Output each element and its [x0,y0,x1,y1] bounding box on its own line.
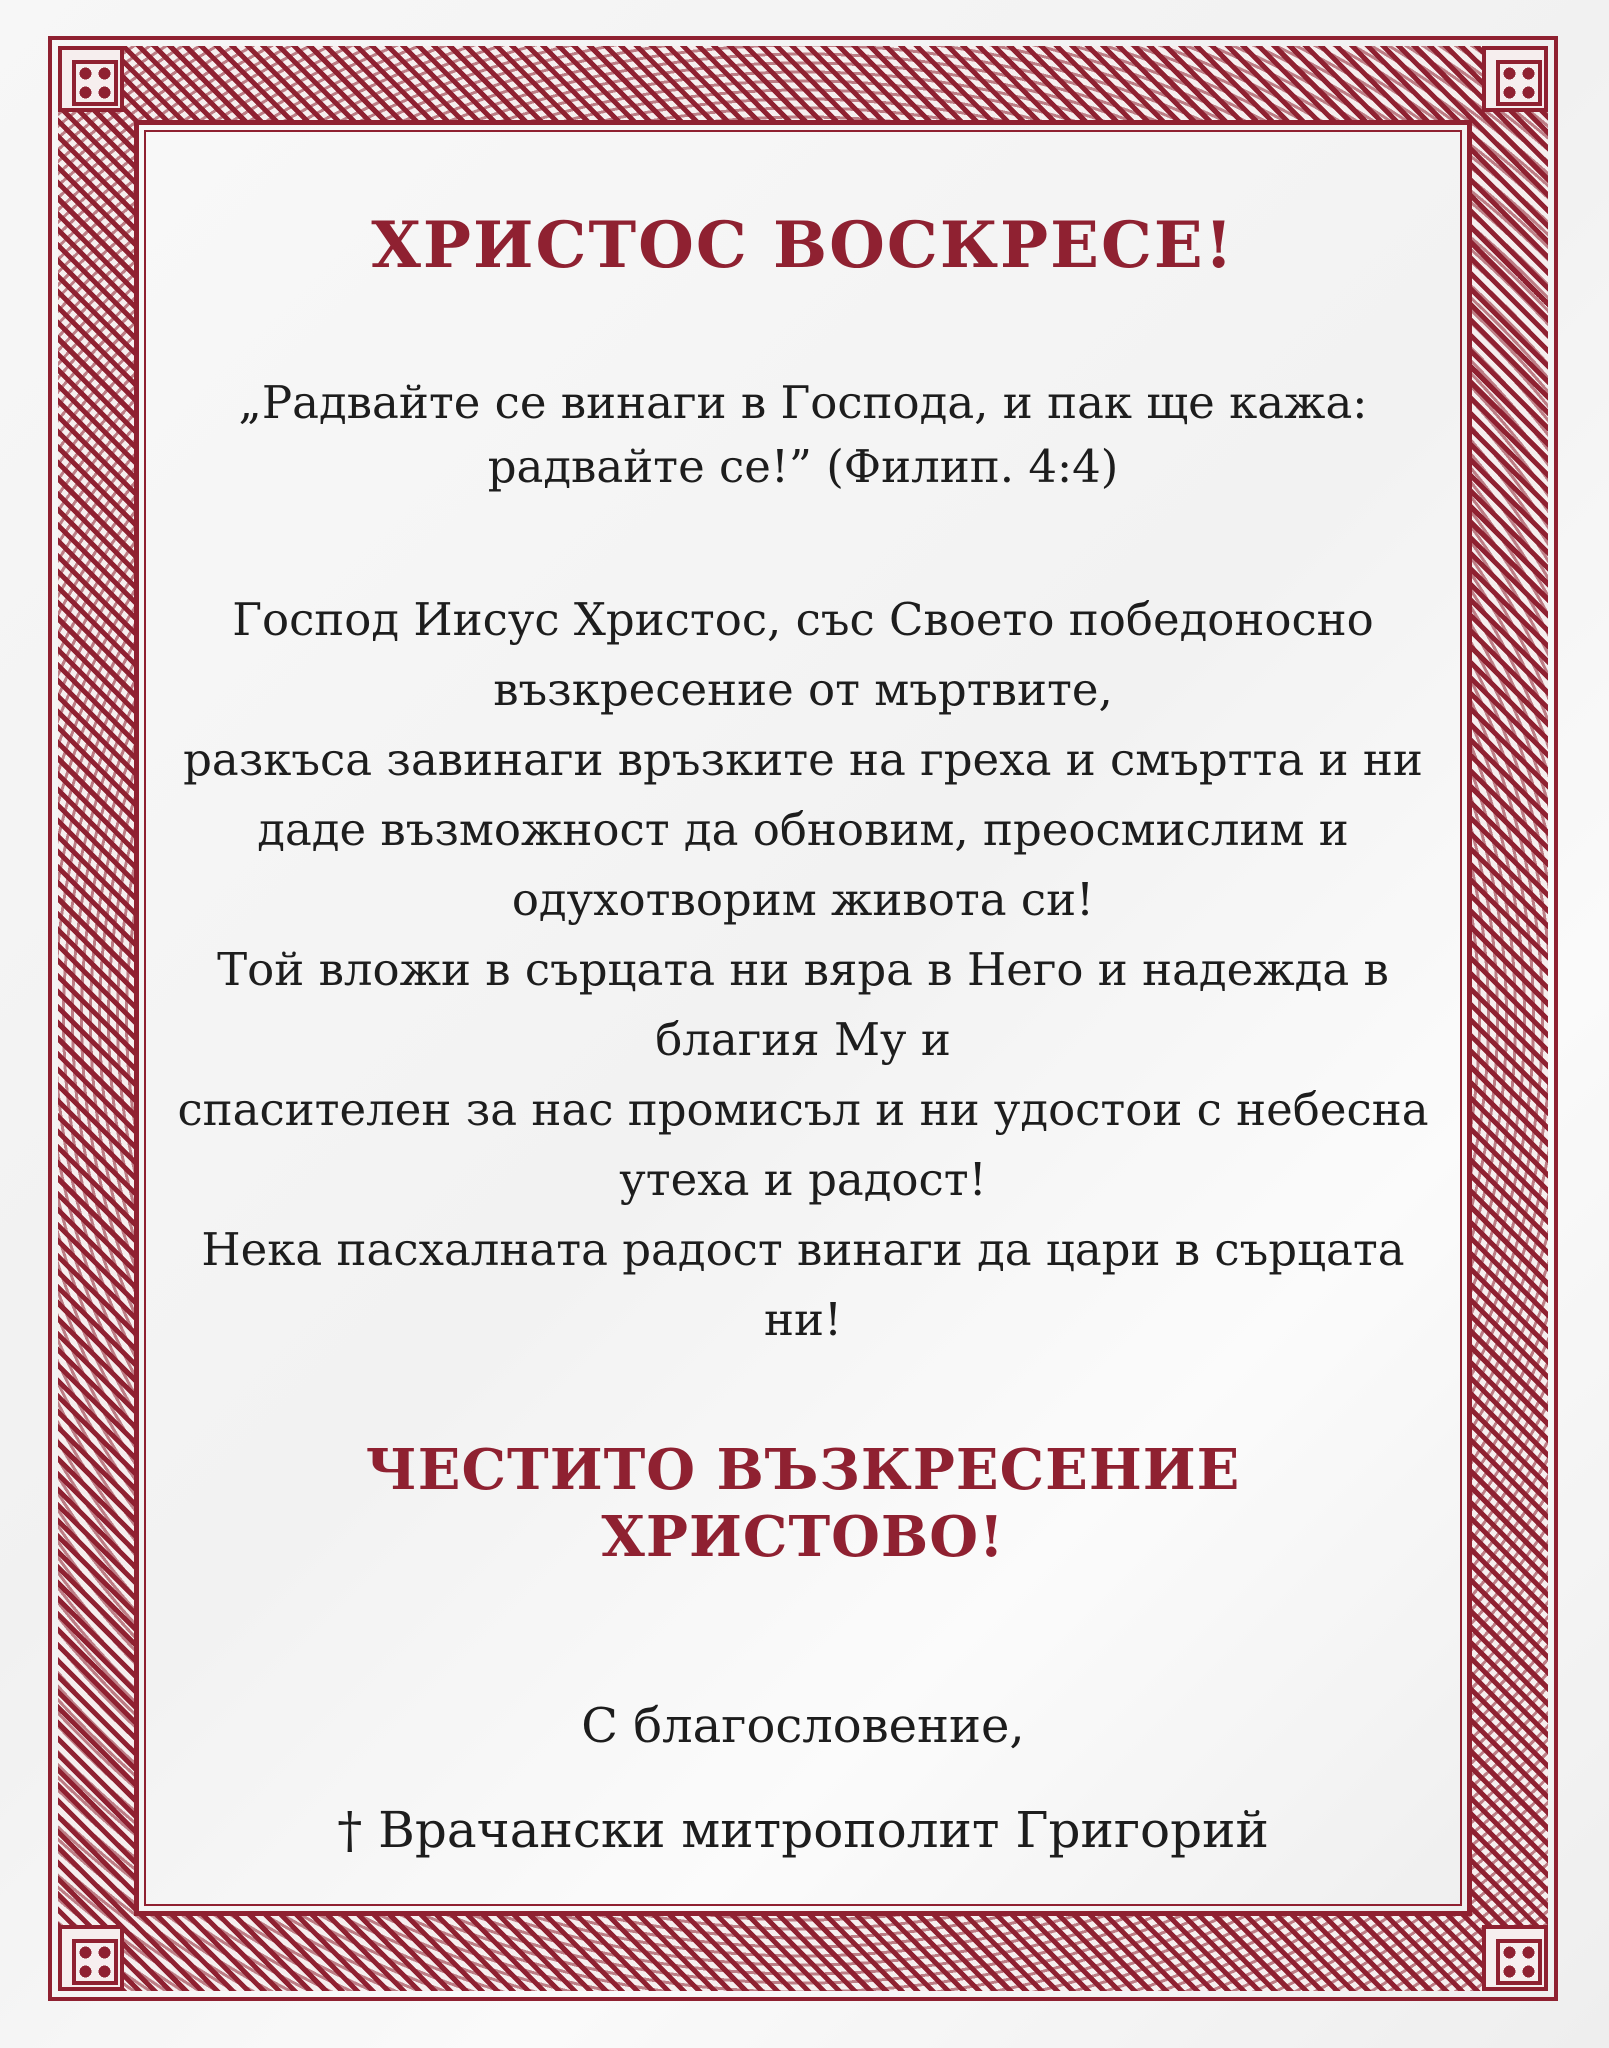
body-line: даде възможност да обновим, преосмислим и [257,802,1349,856]
message-body [170,585,1436,1355]
quote-line: „Радвайте се винаги в Господа, и пак ще кажа: [238,375,1368,429]
card-content [170,150,1436,1865]
body-line: одухотворим живота си! [511,872,1095,926]
corner-ornament-icon [58,46,124,112]
closing-blessing: С благословение, [581,1698,1025,1755]
body-line: Той вложи в сърцата ни вяра в Него и надежда в [217,942,1389,996]
body-line: спасителен за нас промисъл и ни удостои с небесна [177,1082,1429,1136]
quote-line: радвайте се!” (Филип. 4:4) [487,439,1119,493]
corner-ornament-icon [1482,1925,1548,1991]
body-line: Нека пасхалната радост винаги да цари в сърцата ни! [201,1222,1405,1346]
body-line: Господ Иисус Христос, със Своето победоносно [232,592,1374,646]
signature: † Врачански митрополит Григорий [337,1801,1269,1860]
scripture-quote [170,371,1436,499]
corner-ornament-icon [58,1925,124,1991]
easter-greeting: ЧЕСТИТО ВЪЗКРЕСЕНИЕ ХРИСТОВО! [365,1436,1241,1570]
body-line: утеха и радост! [619,1152,987,1206]
card-title: ХРИСТОС ВОСКРЕСЕ! [371,208,1235,283]
corner-ornament-icon [1482,46,1548,112]
body-line: разкъса завинаги връзките на греха и смъртта и ни [183,732,1423,786]
body-line: възкресение от мъртвите, [493,662,1113,716]
body-line: благия Му и [655,1012,951,1066]
